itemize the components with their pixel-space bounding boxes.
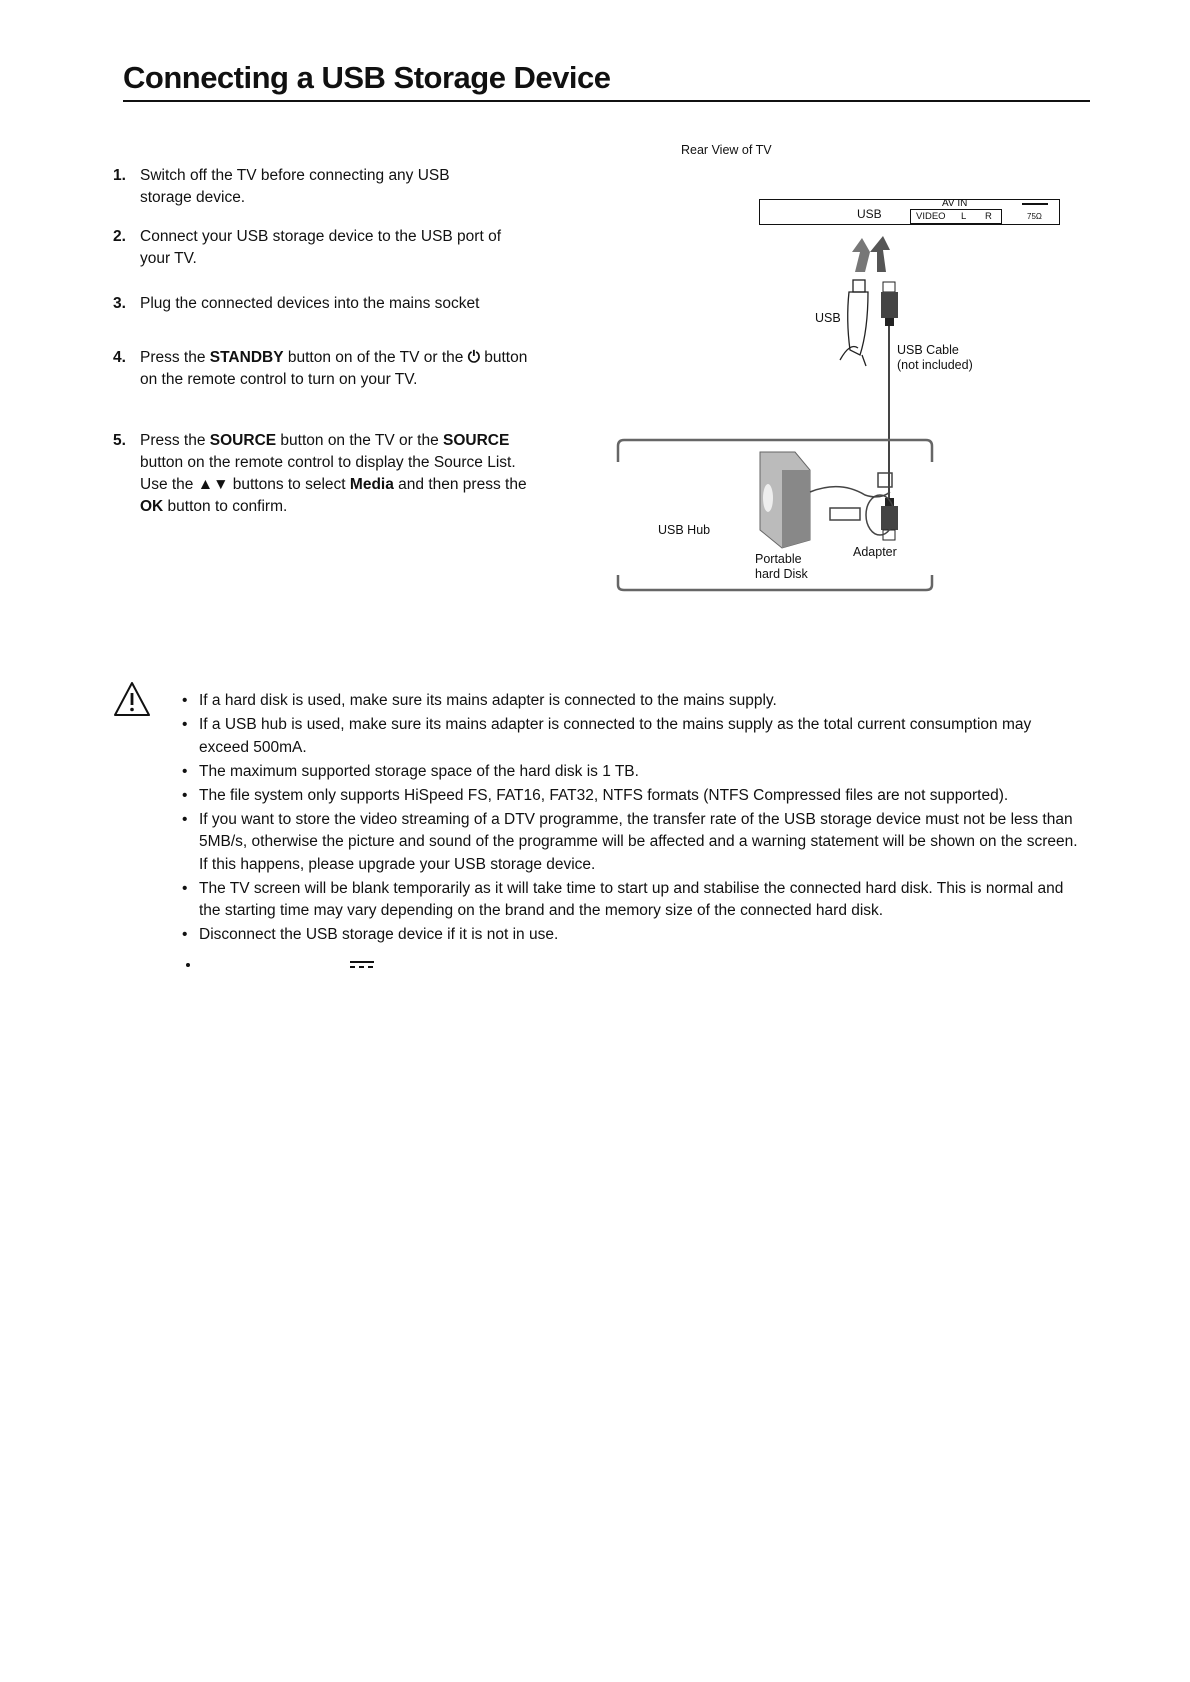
bullet: • (182, 810, 188, 828)
source-label: SOURCE (443, 432, 510, 449)
note-item (182, 785, 1082, 808)
step-text: button on of the TV or the (283, 349, 468, 366)
usb-port-label: USB (857, 207, 882, 221)
dc-note-line (182, 955, 1082, 977)
note-item (182, 924, 1082, 947)
step-text: button on the TV or the (276, 432, 443, 449)
note-text: If a hard disk is used, make sure its mains adapter is connected to the mains supply. (199, 692, 777, 709)
step-5 (113, 430, 583, 518)
step-number: 4. (113, 349, 126, 366)
standby-label: STANDBY (209, 349, 284, 366)
step-text: buttons to select (228, 476, 350, 493)
power-icon: ⏻ (467, 349, 480, 366)
step-1 (113, 165, 583, 209)
step-text: and then press the (393, 476, 527, 493)
step-text: Press the (140, 349, 210, 366)
note-text: The TV screen will be blank temporarily as it will take time to start up and stabilise the connected hard disk. This is normal and the starting time may vary depending on the brand and the memory size of the connected hard disk. (199, 879, 1064, 919)
rear-view-label: Rear View of TV (681, 143, 772, 157)
bullet: • (182, 926, 188, 943)
step-number: 2. (113, 228, 126, 245)
note-text: If you want to store the video streaming of a DTV programme, the transfer rate of the USB storage device must not be less than 5MB/s, otherwise the picture and sound of the programme will be affected and a warning statement will be shown on the screen. If this happens, please upgrade your USB storage device. (199, 810, 1078, 873)
step-text: Connect your USB storage device to the USB port of your TV. (140, 228, 501, 267)
hard-disk-icon (760, 452, 810, 548)
av-in-box (910, 209, 1002, 224)
note-item (182, 761, 1082, 784)
av-in-label: AV IN (942, 198, 968, 209)
usb-cable-note: (not included) (897, 358, 973, 372)
bullet: • (182, 879, 188, 897)
bullet: • (182, 716, 188, 733)
step-text: Plug the connected devices into the mains socket (140, 295, 480, 312)
step-4 (113, 347, 583, 391)
step-text: Press the (140, 432, 210, 449)
source-label: SOURCE (209, 432, 277, 449)
bullet (186, 963, 190, 967)
r-label: R (985, 211, 992, 222)
bullet: • (182, 786, 188, 804)
step-text: button to confirm. (163, 498, 288, 515)
antenna-icon (1022, 203, 1048, 211)
usb-stick-label: USB (815, 311, 841, 325)
arrow-icons (852, 236, 890, 272)
usb-hub-label: USB Hub (658, 523, 711, 537)
step-2 (113, 226, 583, 270)
page-title: Connecting a USB Storage Device (123, 60, 611, 95)
adapter-label: Adapter (853, 545, 897, 559)
note-item (182, 690, 1082, 713)
step-3 (113, 293, 583, 315)
note-item (182, 809, 1082, 877)
step-text: button on the remote control to turn on your TV. (140, 349, 528, 388)
notes-list (182, 690, 1082, 977)
note-text: If a USB hub is used, make sure its mains adapter is connected to the mains supply as the total current consumption may exceed 500mA. (199, 716, 1032, 756)
step-number: 3. (113, 295, 126, 312)
dc-symbol-icon (350, 961, 374, 968)
usb-cable-label: USB Cable (897, 343, 959, 357)
video-label: VIDEO (916, 211, 946, 222)
step-number: 5. (113, 432, 126, 449)
ohm-label: 75Ω (1027, 212, 1042, 221)
media-label: Media (349, 476, 394, 493)
note-item (182, 714, 1082, 759)
warning-icon (112, 680, 152, 718)
title-underline (123, 100, 1090, 102)
usb-stick-icon (840, 280, 868, 366)
bullet: • (182, 692, 188, 709)
up-down-arrows-icon: ▲▼ (197, 476, 229, 493)
usb-connection-diagram (600, 230, 1080, 600)
step-number: 1. (113, 167, 126, 184)
note-item (182, 878, 1082, 923)
hard-disk-label: Portable (755, 552, 802, 566)
note-text: The file system only supports HiSpeed FS, FAT16, FAT32, NTFS formats (NTFS Compressed files are not supported). (199, 786, 1009, 804)
ok-label: OK (140, 498, 164, 515)
l-label: L (961, 211, 967, 222)
step-text: button on the remote control to display the Source List. Use the (140, 454, 516, 493)
steps-list (113, 165, 583, 518)
bullet: • (182, 762, 188, 780)
hard-disk-label-2: hard Disk (755, 567, 808, 581)
step-text: Switch off the TV before connecting any USB storage device. (140, 167, 450, 206)
note-text: Disconnect the USB storage device if it is not in use. (199, 926, 559, 943)
note-text: The maximum supported storage space of the hard disk is 1 TB. (199, 762, 639, 780)
